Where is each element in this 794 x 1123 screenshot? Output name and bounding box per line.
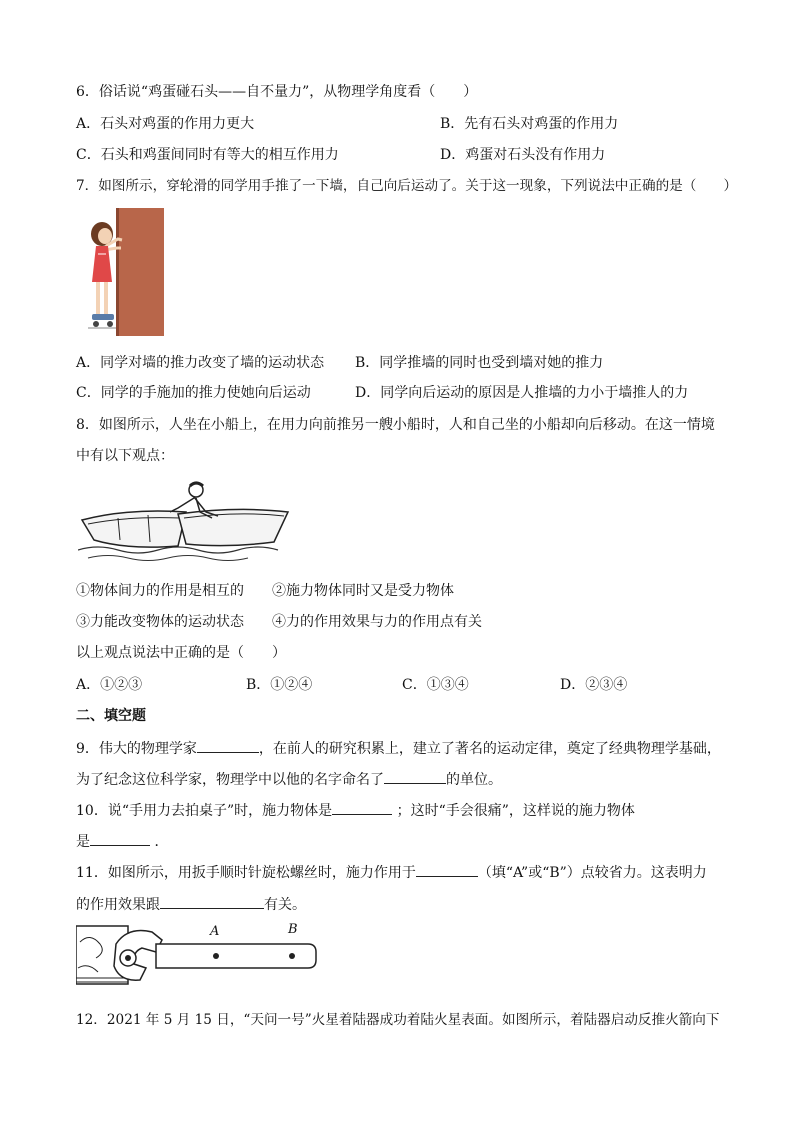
q9-line2 (76, 769, 502, 790)
q8-option-d: D．②③④ (560, 677, 628, 693)
q8-option-a: A．①②③ (76, 677, 143, 693)
q11-text-4: 有关。 (264, 897, 306, 913)
q11-text-2: （填“A”或“B”）点较省力。这表明力 (477, 865, 707, 881)
q6-option-a: A．石头对鸡蛋的作用力更大 (76, 116, 255, 132)
q9-text-2: ，在前人的研究积累上，建立了著名的运动定律，奠定了经典物理学基础， (258, 741, 721, 757)
q11-text-3: 的作用效果跟 (76, 897, 160, 913)
q9-blank-2[interactable] (384, 769, 446, 784)
q10-text-2: ；这时“手会很痛”，这样说的施力物体 (396, 803, 635, 819)
q8-ask: 以上观点说法中正确的是（ ） (76, 645, 286, 661)
wall-push-figure (86, 206, 166, 338)
q8-view-4: ④力的作用效果与力的作用点有关 (272, 614, 482, 630)
q10-text-3: 是 (76, 834, 90, 850)
q11-blank-1[interactable] (416, 862, 478, 877)
q9-text-1: 9．伟大的物理学家 (76, 741, 197, 757)
wrench-figure (76, 922, 318, 988)
boats-figure (78, 478, 290, 564)
q10-line2 (76, 831, 168, 852)
q11-text-1: 11．如图所示，用扳手顺时针旋松螺丝时，施力作用于 (76, 865, 416, 881)
q8-view-3: ③力能改变物体的运动状态 (76, 614, 244, 630)
q9-text-4: 的单位。 (446, 772, 502, 788)
q12-line1: 12．2021 年 5 月 15 日，“天问一号”火星着陆器成功着陆火星表面。如图所示，着陆器启动反推火箭向下 (76, 1012, 720, 1028)
q8-stem-line2: 中有以下观点： (76, 448, 174, 464)
q10-text-1: 10．说“手用力去拍桌子”时，施力物体是 (76, 803, 333, 819)
q7-stem: 7．如图所示，穿轮滑的同学用手推了一下墙，自己向后运动了。关于这一现象，下列说法中正确的是（ ） (76, 178, 738, 194)
q8-stem-line1: 8．如图所示，人坐在小船上，在用力向前推另一艘小船时，人和自己坐的小船却向后移动。在这一情境 (76, 417, 715, 433)
q10-blank-2[interactable] (90, 831, 150, 846)
q11-line1 (76, 862, 707, 883)
q6-option-c: C．石头和鸡蛋间同时有等大的相互作用力 (76, 147, 339, 163)
q7-option-a: A．同学对墙的推力改变了墙的运动状态 (76, 355, 325, 371)
q7-option-d: D．同学向后运动的原因是人推墙的力小于墙推人的力 (355, 385, 689, 401)
q8-option-c: C．①③④ (402, 677, 469, 693)
q6-option-d: D．鸡蛋对石头没有作用力 (440, 147, 606, 163)
q11-blank-2[interactable] (160, 894, 264, 909)
q8-view-2: ②施力物体同时又是受力物体 (272, 583, 454, 599)
point-a-label: A (210, 924, 220, 939)
q8-view-1: ①物体间力的作用是相互的 (76, 583, 244, 599)
q8-option-b: B．①②④ (246, 677, 313, 693)
q9-text-3: 为了纪念这位科学家，物理学中以他的名字命名了 (76, 772, 384, 788)
q10-blank-1[interactable] (332, 800, 392, 815)
q9-line1 (76, 738, 721, 759)
q11-line2 (76, 894, 306, 915)
q6-option-b: B．先有石头对鸡蛋的作用力 (440, 116, 619, 132)
section-title: 二、填空题 (76, 708, 146, 724)
q7-option-b: B．同学推墙的同时也受到墙对她的推力 (355, 355, 604, 371)
q9-blank-1[interactable] (197, 738, 259, 753)
q10-line1 (76, 800, 635, 821)
q10-text-4: ． (154, 834, 169, 850)
point-b-label: B (288, 922, 298, 937)
q6-stem: 6．俗话说“鸡蛋碰石头——自不量力”，从物理学角度看（ ） (76, 84, 478, 100)
q7-option-c: C．同学的手施加的推力使她向后运动 (76, 385, 311, 401)
